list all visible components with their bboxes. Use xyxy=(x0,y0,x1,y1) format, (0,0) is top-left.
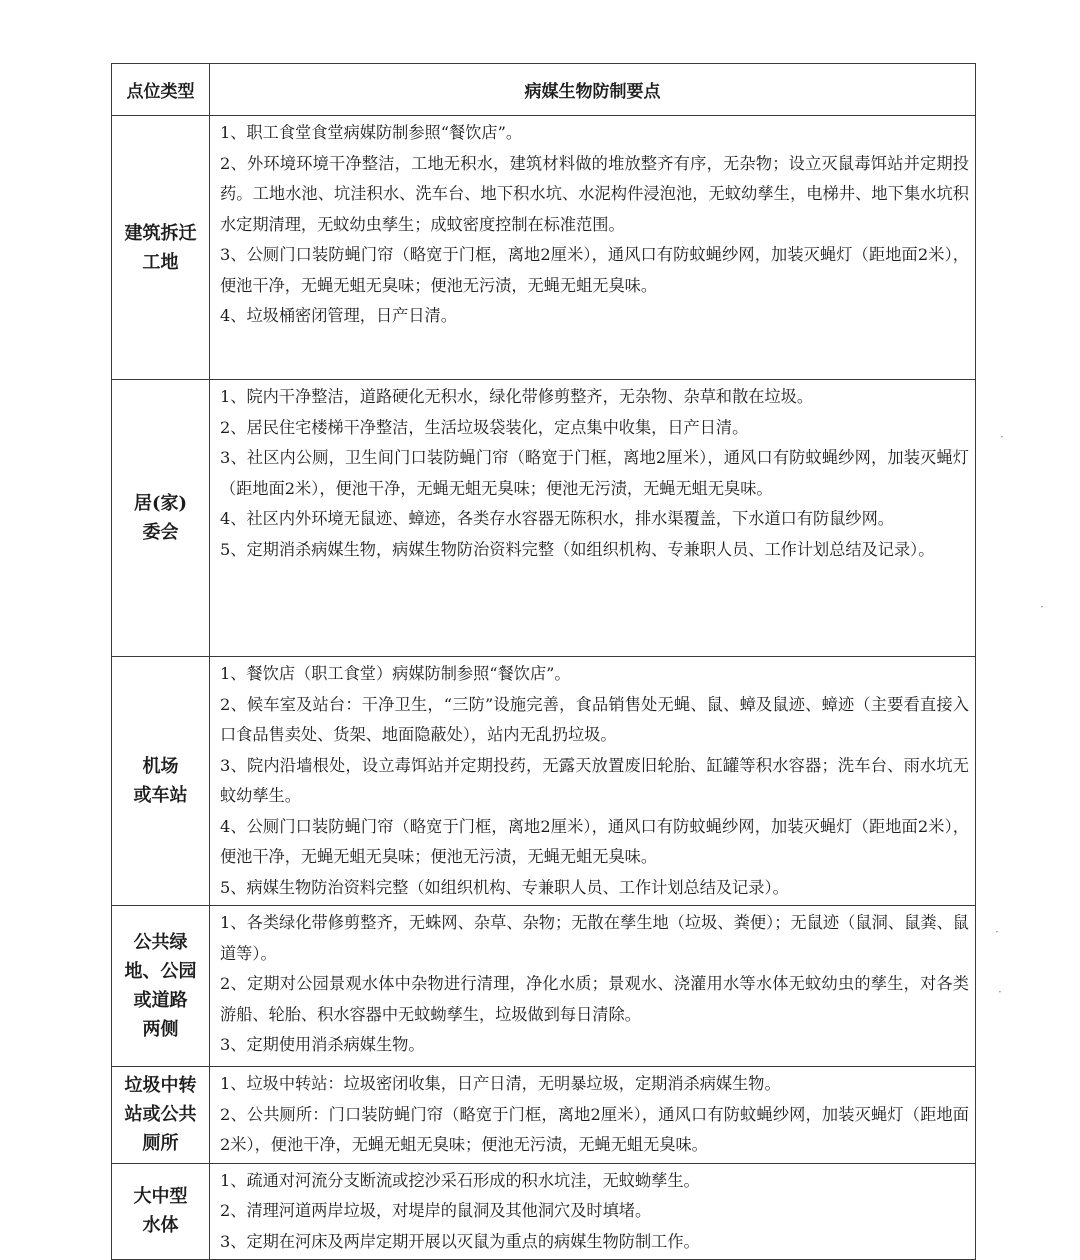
site-type-line: 或车站 xyxy=(133,785,188,806)
site-type-line: 地、公园 xyxy=(124,961,197,982)
site-type-line: 委会 xyxy=(142,522,179,543)
site-type-cell xyxy=(112,116,210,380)
table-row xyxy=(112,906,976,1067)
site-type-cell xyxy=(112,380,210,657)
control-point: 5、病媒生物防治资料完整（如组织机构、专兼职人员、工作计划总结及记录）。 xyxy=(220,877,789,897)
control-point: 4、垃圾桶密闭管理，日产日清。 xyxy=(220,306,457,325)
control-point: 1、垃圾中转站：垃圾密闭收集，日产日清，无明暴垃圾，定期消杀病媒生物。 xyxy=(220,1074,781,1093)
header-site-type: 点位类型 xyxy=(112,64,210,116)
control-point: 1、疏通对河流分支断流或挖沙采石形成的积水坑洼，无蚊蚴孳生。 xyxy=(220,1170,700,1190)
table-row xyxy=(112,116,976,380)
site-type-line: 居(家) xyxy=(133,493,188,514)
control-point: 2、公共厕所：门口装防蝇门帘（略宽于门框，离地2厘米），通风口有防蚊蝇纱网，加装灭蝇灯（距地面2米），便池干净，无蝇无蛆无臭味；便池无污渍，无蝇无蛆无臭味。 xyxy=(220,1104,969,1154)
control-points-cell xyxy=(210,380,976,657)
site-type-line: 站或公共 xyxy=(124,1104,197,1126)
control-point: 3、院内沿墙根处，设立毒饵站并定期投药，无露天放置废旧轮胎、缸罐等积水容器；洗车台、雨水坑无蚊幼孳生。 xyxy=(220,755,969,805)
site-type-line: 垃圾中转 xyxy=(124,1075,197,1097)
control-point: 1、餐饮店（职工食堂）病媒防制参照“餐饮店”。 xyxy=(220,664,571,683)
control-point: 1、职工食堂食堂病媒防制参照“餐饮店”。 xyxy=(220,123,523,142)
header-row xyxy=(112,64,976,116)
control-point: 4、社区内外环境无鼠迹、蟑迹，各类存水容器无陈积水，排水渠覆盖，下水道口有防鼠纱网。 xyxy=(220,509,894,528)
control-points-cell xyxy=(210,116,976,380)
header-control-points: 病媒生物防制要点 xyxy=(210,64,976,116)
control-point: 2、候车室及站台：干净卫生，“三防”设施完善，食品销售处无蝇、鼠、蟑及鼠迹、蟑迹（主要看直接入口食品售卖处、货架、地面隐蔽处），站内无乱扔垃圾。 xyxy=(220,694,969,744)
site-type-line: 建筑拆迁 xyxy=(124,222,197,244)
scan-speck: · xyxy=(995,925,999,939)
control-point: 4、公厕门口装防蝇门帘（略宽于门框，离地2厘米），通风口有防蚊蝇纱网，加装灭蝇灯（距地面2米），便池干净，无蝇无蛆无臭味；便池无污渍，无蝇无蛆无臭味。 xyxy=(220,816,969,866)
control-point: 2、居民住宅楼梯干净整洁，生活垃圾袋装化，定点集中收集，日产日清。 xyxy=(220,417,749,437)
table-row xyxy=(112,657,976,906)
control-point: 1、院内干净整洁，道路硬化无积水，绿化带修剪整齐，无杂物、杂草和散在垃圾。 xyxy=(220,387,814,406)
site-type-line: 大中型 xyxy=(133,1186,188,1208)
table-row xyxy=(112,380,976,657)
site-type-line: 或道路 xyxy=(133,990,188,1011)
control-points-cell xyxy=(210,1067,976,1164)
control-points-cell xyxy=(210,1163,976,1260)
table-row xyxy=(112,1163,976,1260)
control-point: 3、定期在河床及两岸定期开展以灭鼠为重点的病媒生物防制工作。 xyxy=(220,1231,700,1251)
site-type-cell xyxy=(112,1067,210,1164)
control-points-cell xyxy=(210,906,976,1067)
scan-speck: · xyxy=(1040,600,1044,614)
control-points-cell xyxy=(210,657,976,906)
control-points-table xyxy=(111,63,976,1260)
site-type-line: 公共绿 xyxy=(133,932,188,953)
control-point: 2、定期对公园景观水体中杂物进行清理，净化水质；景观水、浇灌用水等水体无蚊幼虫的孳生，对各类游船、轮胎、积水容器中无蚊蚴孳生，垃圾做到每日清除。 xyxy=(220,974,969,1024)
control-point: 5、定期消杀病媒生物，病媒生物防治资料完整（如组织机构、专兼职人员、工作计划总结及记录）。 xyxy=(220,539,935,559)
control-point: 2、清理河道两岸垃圾，对堤岸的鼠洞及其他洞穴及时填堵。 xyxy=(220,1201,652,1220)
scan-speck: · xyxy=(998,985,1002,999)
control-point: 1、各类绿化带修剪整齐，无蛛网、杂草、杂物；无散在孳生地（垃圾、粪便）；无鼠迹（鼠洞、鼠粪、鼠道等）。 xyxy=(220,913,969,963)
control-point: 3、定期使用消杀病媒生物。 xyxy=(220,1035,425,1054)
site-type-line: 厕所 xyxy=(142,1133,179,1155)
site-type-line: 两侧 xyxy=(142,1019,179,1040)
site-type-line: 工地 xyxy=(142,251,179,273)
site-type-line: 机场 xyxy=(142,756,179,777)
site-type-cell xyxy=(112,906,210,1067)
table-row xyxy=(112,1067,976,1164)
site-type-cell xyxy=(112,657,210,906)
site-type-line: 水体 xyxy=(142,1215,179,1237)
site-type-cell xyxy=(112,1163,210,1260)
control-point: 2、外环境环境干净整洁，工地无积水，建筑材料做的堆放整齐有序，无杂物；设立灭鼠毒饵站并定期投药。工地水池、坑洼积水、洗车台、地下积水坑、水泥构件浸泡池，无蚊幼孳生，电梯井、地下集水坑积水定期清理，无蚊幼虫孳生；成蚊密度控制在标准范围。 xyxy=(220,153,969,234)
control-point: 3、社区内公厕，卫生间门口装防蝇门帘（略宽于门框，离地2厘米），通风口有防蚊蝇纱网，加装灭蝇灯（距地面2米），便池干净，无蝇无蛆无臭味；便池无污渍，无蝇无蛆无臭味。 xyxy=(220,448,969,498)
scan-speck: · xyxy=(1000,430,1004,444)
control-point: 3、公厕门口装防蝇门帘（略宽于门框，离地2厘米），通风口有防蚊蝇纱网，加装灭蝇灯（距地面2米），便池干净，无蝇无蛆无臭味；便池无污渍，无蝇无蛆无臭味。 xyxy=(220,245,969,295)
